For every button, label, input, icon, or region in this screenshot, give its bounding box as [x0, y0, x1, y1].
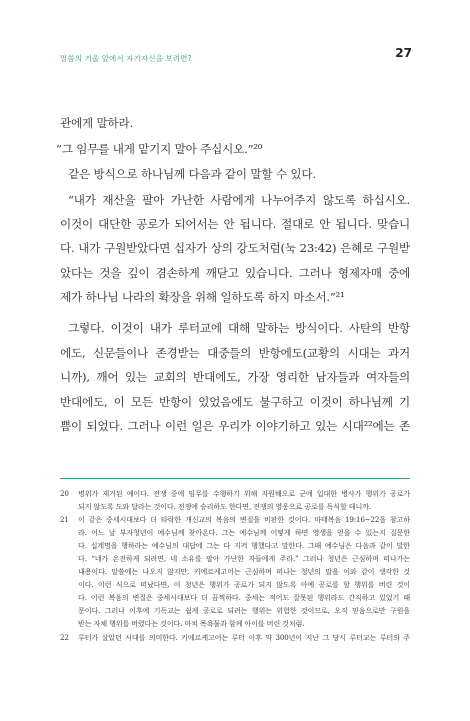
- page-number: 27: [395, 46, 412, 60]
- footnote-line: [60, 553, 410, 565]
- running-title: 말씀의 거울 앞에서 자기자신을 보려면?: [60, 54, 192, 63]
- body-line: “내가 재산을 팔아 가난한 사람에게 나누어주지 않도록 하십시오.: [68, 193, 410, 207]
- body-line: 이것이 대단한 공로가 되어서는 안 됩니다. 절대로 안 됩니다. 맞습니: [60, 217, 410, 231]
- body-line: 쁨이 되었다. 그러나 이런 일은 우리가 이야기하고 있는 시대²²에는 존: [60, 419, 410, 433]
- footnote-text: 문이다. 그러나 이후에 기독교는 쉽게 공로로 되려는 행위는 위험한 것이므로, 오직 믿음으로만 구원을: [78, 606, 410, 615]
- body-line: 관에게 말하라.: [60, 116, 133, 130]
- footnote-number: 22: [60, 633, 69, 642]
- footnote-text: 이다. 이런 식으로 떠났다면, 이 청년은 행위가 공로가 되지 않도록 아예 공로를 할 행위를 버린 것이: [78, 580, 410, 589]
- body-line: 같은 방식으로 하나님께 다음과 같이 말할 수 있다.: [68, 167, 316, 181]
- footnote-number: 20: [60, 489, 69, 498]
- footnote-text: 내용이다. 말씀에는 나오지 않지만, 키에르케고어는 근심하며 떠나는 청년의 말을 이와 같이 생각한 것: [78, 567, 410, 576]
- footnote-text: 라. 어느 날 부자청년이 예수님께 찾아온다. 그는 예수님께 어떻게 하면 영생을 얻을 수 있는지 질문한: [78, 528, 410, 537]
- footnote-text: 다. “네가 온전하게 되려면, 네 소유를 팔아 가난한 자들에게 주라.” 그러나 청년은 근심하며 떠나가는: [78, 554, 410, 563]
- footnote-line: [60, 514, 410, 526]
- footnote-text: 병위가 제거된 예이다. 전쟁 중에 임무를 수행하기 위해 자원해오로 군에 입대한 병사가 행위가 공로가: [78, 489, 410, 498]
- body-line: 았다는 것을 깊이 겸손하게 깨닫고 있습니다. 그러나 형제자매 중에: [60, 266, 410, 280]
- body-line: 니까), 깨어 있는 교회의 반대에도, 가장 영리한 남자들과 여자들의: [60, 370, 410, 384]
- footnote-line: [60, 566, 410, 578]
- footnote-number: 21: [60, 515, 69, 524]
- footnote-line: [60, 579, 410, 591]
- footnote-line: [60, 527, 410, 539]
- footnote-line: [60, 605, 410, 617]
- footnote-text: 루터가 살았던 시대를 의미한다. 키에르케고어는 루터 이후 약 300년이 지난 그 당시 루터교는 루터의 주: [78, 633, 410, 642]
- footnote-line: [60, 592, 410, 604]
- footnote-line: [60, 540, 410, 552]
- footnote-text: 다. 십계명을 행하라는 예수님의 대답에 그는 다 지켜 행했다고 말한다. 그때 예수님은 다음과 같이 말한: [78, 541, 410, 550]
- body-line: 에도, 신문들이나 존경받는 대중들의 반항에도(교황의 시대는 과거: [60, 346, 410, 360]
- footnote-line: [60, 501, 410, 513]
- footnote-text: 받는 자체 행위를 버렸다는 것이다. 마치 목욕물과 함께 아이를 버린 것처럼.: [78, 619, 305, 628]
- body-line: 반대에도, 이 모든 반항이 있었음에도 불구하고 이것이 하나님께 기: [60, 395, 410, 409]
- footnote-line: [60, 488, 410, 500]
- footnote-text: 되지 않도록 도와 달라는 것이다. 전쟁에 승리하도 한다면, 전쟁의 영웅으로 공로를 독식할 테니까.: [78, 502, 371, 511]
- footnote-line: [60, 632, 410, 644]
- body-line: 그렇다. 이것이 내가 루터교에 대해 말하는 방식이다. 사탄의 반항: [68, 321, 410, 335]
- footnote-text: 이 같은 중세시대보다 더 타락한 개신교의 복음의 변질을 비판한 것이다. 마태복음 19:16~22을 참고하: [78, 515, 410, 524]
- footnote-divider: [60, 478, 410, 479]
- footnote-line: [60, 618, 410, 630]
- body-line: “그 임무를 내게 맡기지 말아 주십시오.”²⁰: [56, 142, 263, 156]
- body-line: 다. 내가 구원받았다면 십자가 상의 강도처럼(눅 23:42) 은혜로 구원받: [60, 241, 410, 255]
- page-header: [60, 46, 410, 68]
- footnote-text: 다. 이런 복음의 변질은 중세시대보다 더 끔찍하다. 중세는 적어도 잘못된 행위라도 간직하고 있었기 때: [78, 593, 410, 602]
- body-line: 제가 하나님 나라의 확장을 위해 일하도록 하지 마소서.”²¹: [60, 290, 345, 304]
